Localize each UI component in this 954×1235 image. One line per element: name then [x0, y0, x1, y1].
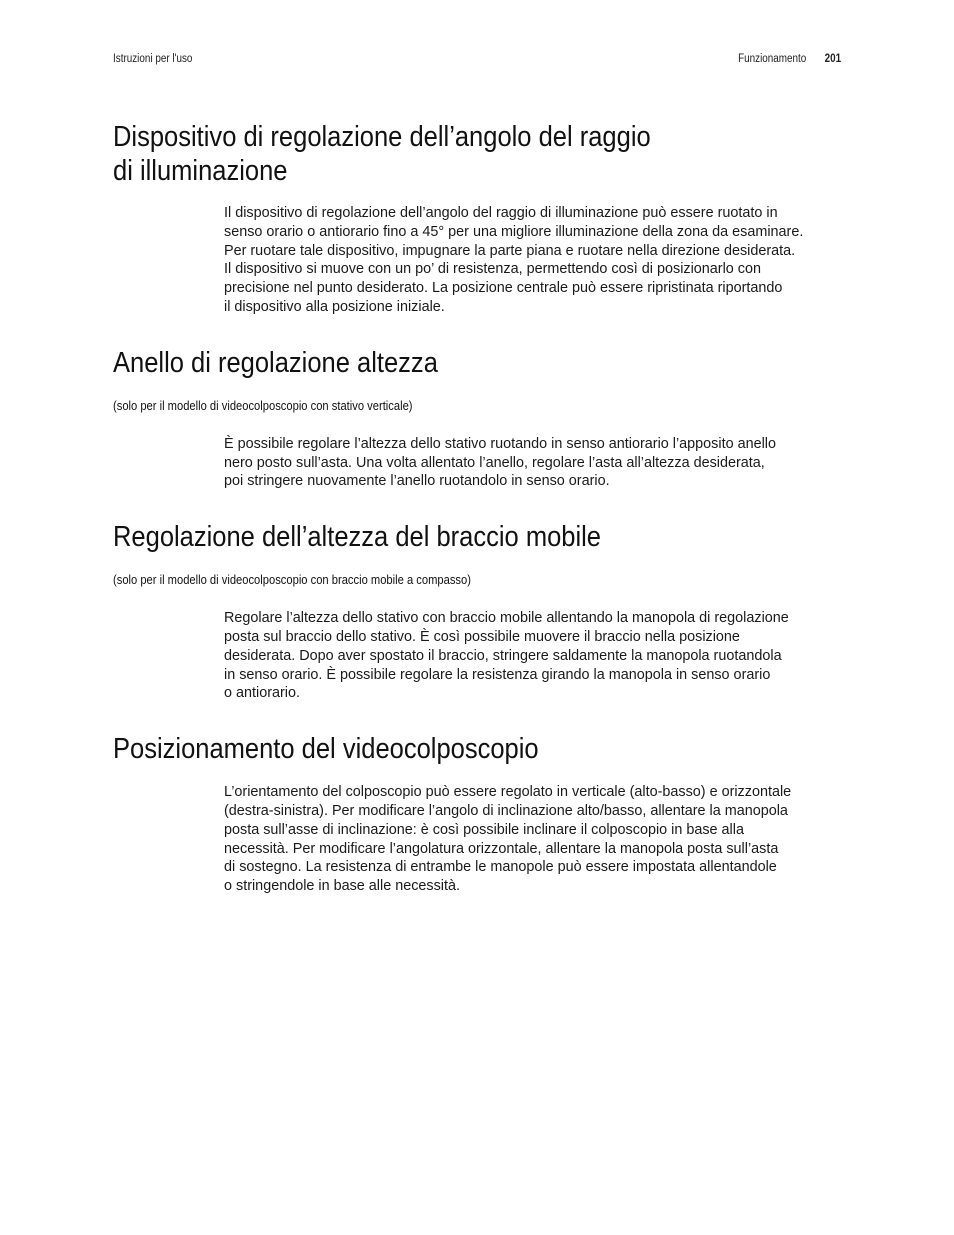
section-heading: Anello di regolazione altezza: [113, 346, 438, 379]
section-arm-height: [113, 520, 843, 703]
page-content: [113, 120, 843, 896]
page-number: 201: [824, 53, 841, 65]
body-line: il dispositivo alla posizione iniziale.: [224, 298, 445, 315]
body-line: o antiorario.: [224, 685, 300, 702]
body-line: posta sul braccio dello stativo. È così possibile muovere il braccio nella posizione: [224, 628, 740, 645]
section-heading: Regolazione dell’altezza del braccio mobile: [113, 521, 602, 554]
section-height-ring: [113, 346, 843, 491]
body-line: Regolare l’altezza dello stativo con braccio mobile allentando la manopola di regolazione: [224, 610, 789, 627]
body-line: Il dispositivo di regolazione dell’angolo del raggio di illuminazione può essere ruotato in: [224, 205, 778, 221]
body-line: nero posto sull’asta. Una volta allentato l’anello, regolare l’asta all’altezza desiderata,: [224, 454, 765, 471]
body-line: (destra-sinistra). Per modificare l’angolo di inclinazione alto/basso, allentare la manopola: [224, 802, 788, 819]
body-line: precisione nel punto desiderato. La posizione centrale può essere ripristinata riportando: [224, 280, 783, 297]
body-line: L’orientamento del colposcopio può essere regolato in verticale (alto-basso) e orizzontale: [224, 784, 792, 801]
section-beam-angle: [113, 120, 843, 317]
section-body: [224, 435, 842, 491]
body-line: Per ruotare tale dispositivo, impugnare la parte piana e ruotare nella direzione desiderata.: [224, 242, 796, 259]
body-line: posta sull’asse di inclinazione: è così possibile inclinare il colposcopio in base alla: [224, 821, 744, 838]
heading-line: di illuminazione: [113, 155, 288, 187]
section-body: [224, 609, 842, 703]
body-line: Il dispositivo si muove con un po’ di resistenza, permettendo così di posizionarlo con: [224, 261, 761, 278]
header-document-title: Istruzioni per l'uso: [113, 53, 193, 65]
running-header: [113, 53, 841, 69]
section-subtitle: (solo per il modello di videocolposcopio con stativo verticale): [113, 397, 413, 413]
section-body: [224, 783, 842, 896]
body-line: necessità. Per modificare l’angolatura orizzontale, allentare la manopola posta sull’asta: [224, 840, 779, 857]
header-right: [727, 53, 841, 65]
body-line: senso orario o antiorario fino a 45° per una migliore illuminazione della zona da esaminare.: [224, 223, 804, 240]
section-subtitle: (solo per il modello di videocolposcopio con braccio mobile a compasso): [113, 572, 471, 588]
heading-line: Dispositivo di regolazione dell’angolo del raggio: [113, 121, 651, 153]
body-line: desiderata. Dopo aver spostato il braccio, stringere saldamente la manopola ruotandola: [224, 647, 782, 664]
header-section-name: Funzionamento: [737, 53, 806, 65]
body-line: poi stringere nuovamente l’anello ruotandolo in senso orario.: [224, 473, 610, 490]
section-positioning: [113, 732, 843, 896]
body-line: in senso orario. È possibile regolare la resistenza girando la manopola in senso orario: [224, 666, 771, 683]
body-line: o stringendole in base alle necessità.: [224, 878, 460, 895]
body-line: di sostegno. La resistenza di entrambe le manopole può essere impostata allentandole: [224, 859, 777, 876]
section-heading: [113, 120, 755, 188]
body-line: È possibile regolare l’altezza dello stativo ruotando in senso antiorario l’apposito anello: [224, 435, 776, 452]
section-body: [224, 204, 842, 317]
section-heading: Posizionamento del videocolposcopio: [113, 733, 539, 766]
